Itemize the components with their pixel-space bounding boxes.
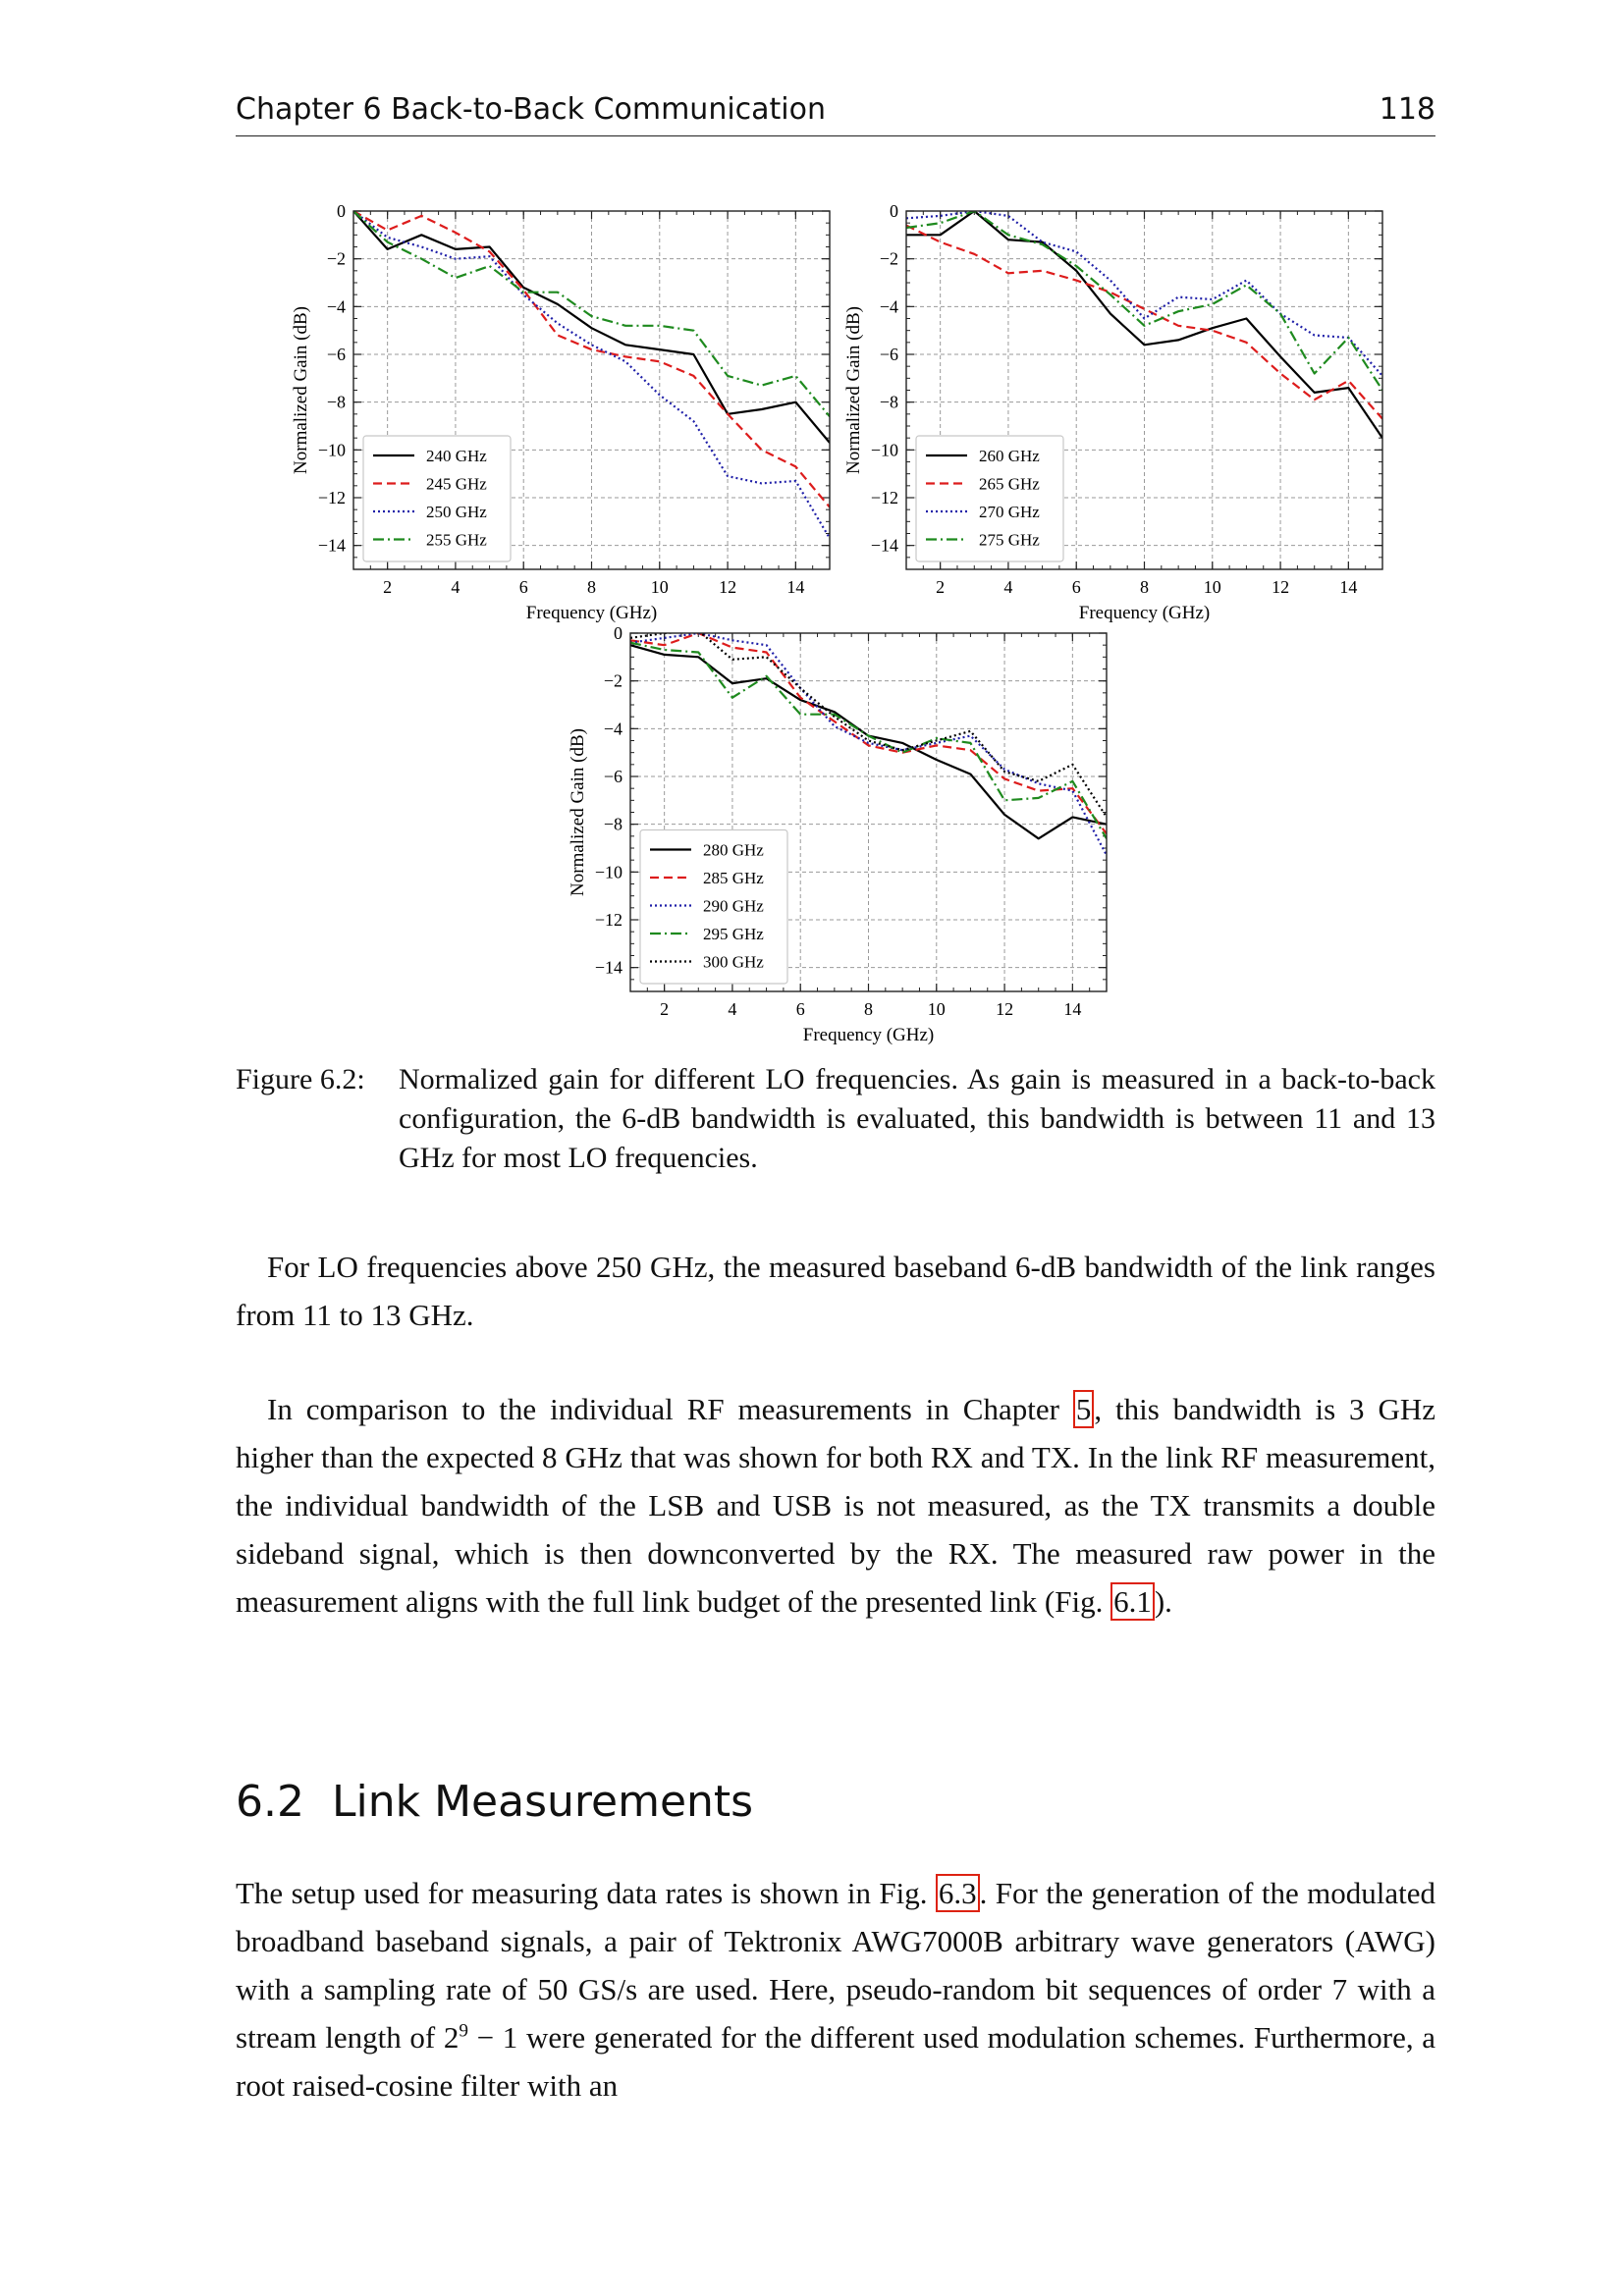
x-tick-label: 14 [786,577,805,597]
x-tick-label: 12 [1272,577,1290,597]
section-heading [236,1777,753,1827]
gain-chart-240-255 [285,201,835,623]
x-tick-label: 14 [1063,999,1082,1019]
y-axis-label: Normalized Gain (dB) [568,728,588,896]
y-tick-label: −12 [317,488,346,507]
x-tick-label: 10 [650,577,669,597]
section-number: 6.2 [236,1777,304,1827]
x-tick-label: 4 [1003,577,1013,597]
y-tick-label: −6 [326,345,346,364]
y-tick-label: −4 [879,296,898,317]
x-tick-label: 8 [1140,577,1149,597]
text-run: , this bandwidth is 3 GHz higher than the expected 8 GHz that was shown for both RX and TX. In the link RF measurement, the individual bandwidth of the LSB and USB is not measured, as the TX transmits a double sideband signal, which is then downconverted by the RX. The measured raw power in the measurement aligns with the full link budget of the presented link (Fig. [236,1392,1435,1619]
y-tick-label: −8 [326,392,346,412]
x-tick-label: 2 [660,999,670,1019]
y-tick-label: −14 [870,535,898,556]
y-tick-label: −10 [317,440,346,460]
y-tick-label: −8 [879,392,898,412]
y-tick-label: 0 [337,201,346,221]
x-axis-label: Frequency (GHz) [525,603,658,623]
y-tick-label: −8 [603,814,623,834]
text-run: In comparison to the individual RF measurements in Chapter [267,1392,1073,1426]
x-tick-label: 2 [936,577,946,597]
page-number: 118 [1379,92,1435,127]
legend-label: 270 GHz [979,503,1040,521]
text-run: − 1 were generated for the different used modulation schemes. Furthermore, a root raised-cosine filter with an [236,2020,1435,2103]
legend-label: 245 GHz [426,474,487,494]
paragraph-setup [236,1869,1435,2109]
x-tick-label: 4 [451,577,460,597]
gain-chart-280-300 [562,623,1111,1045]
x-tick-label: 10 [927,999,946,1019]
x-tick-label: 8 [587,577,596,597]
y-tick-label: −10 [870,440,898,460]
figure-ref-link[interactable]: 6.3 [936,1874,980,1912]
y-tick-label: 0 [614,623,623,643]
y-tick-label: −4 [326,296,346,317]
x-axis-label: Frequency (GHz) [802,1025,935,1045]
legend-label: 285 GHz [703,869,764,887]
y-tick-label: −14 [594,957,623,978]
caption-text: Normalized gain for different LO frequencies. As gain is measured in a back-to-back configuration, the 6-dB bandwidth is evaluated, this bandwidth is between 11 and 13 GHz for most LO frequencies. [399,1063,1435,1174]
y-tick-label: −2 [879,248,898,269]
y-tick-label: 0 [890,201,898,221]
chapter-ref-link[interactable]: 5 [1073,1390,1095,1428]
y-tick-label: −12 [870,488,898,507]
x-tick-label: 12 [996,999,1014,1019]
x-axis-label: Frequency (GHz) [1078,603,1211,623]
y-tick-label: −6 [879,345,898,364]
x-tick-label: 4 [728,999,737,1019]
section-title: Link Measurements [331,1777,754,1827]
y-tick-label: −6 [603,767,623,786]
legend-label: 255 GHz [426,530,487,550]
x-tick-label: 6 [518,577,528,597]
y-tick-label: −12 [594,910,623,930]
y-tick-label: −14 [317,535,346,556]
legend-label: 265 GHz [979,474,1040,494]
text-run: ). [1154,1584,1172,1619]
x-tick-label: 10 [1203,577,1221,597]
legend-label: 280 GHz [703,840,764,860]
chapter-title: Chapter 6 Back-to-Back Communication [236,92,827,127]
x-tick-label: 6 [795,999,805,1019]
x-tick-label: 6 [1071,577,1081,597]
caption-label: Figure 6.2: [236,1063,365,1095]
x-tick-label: 12 [719,577,737,597]
y-axis-label: Normalized Gain (dB) [291,306,311,474]
text-run: The setup used for measuring data rates is shown in Fig. [236,1876,936,1910]
legend-label: 275 GHz [979,530,1040,550]
x-tick-label: 8 [864,999,873,1019]
x-tick-label: 2 [383,577,393,597]
y-tick-label: −10 [594,862,623,882]
exponent: 9 [459,2020,469,2042]
gain-chart-260-275 [838,201,1387,623]
y-tick-label: −2 [326,248,346,269]
legend-label: 290 GHz [703,896,764,916]
y-tick-label: −4 [603,719,623,739]
legend-label: 295 GHz [703,925,764,943]
x-tick-label: 14 [1339,577,1358,597]
series-line-295-ghz [630,643,1107,839]
paragraph-bandwidth: For LO frequencies above 250 GHz, the measured baseband 6-dB bandwidth of the link ranges from 11 to 13 GHz. [236,1250,1435,1332]
legend-label: 250 GHz [426,503,487,521]
legend-label: 300 GHz [703,952,764,972]
figure-ref-link[interactable]: 6.1 [1110,1582,1155,1621]
legend-label: 260 GHz [979,447,1040,465]
legend-label: 240 GHz [426,447,487,465]
paragraph-comparison [236,1385,1435,1626]
text-run: . For the generation of the modulated broadband baseband signals, a pair of Tektronix AWG7000B arbitrary wave generators (AWG) with a sampling rate of 50 GS/s are used. Here, pseudo-random bit sequences of order 7 with a stream length of 2 [236,1876,1435,2055]
y-tick-label: −2 [603,670,623,691]
y-axis-label: Normalized Gain (dB) [843,306,864,474]
running-header [236,92,1435,136]
